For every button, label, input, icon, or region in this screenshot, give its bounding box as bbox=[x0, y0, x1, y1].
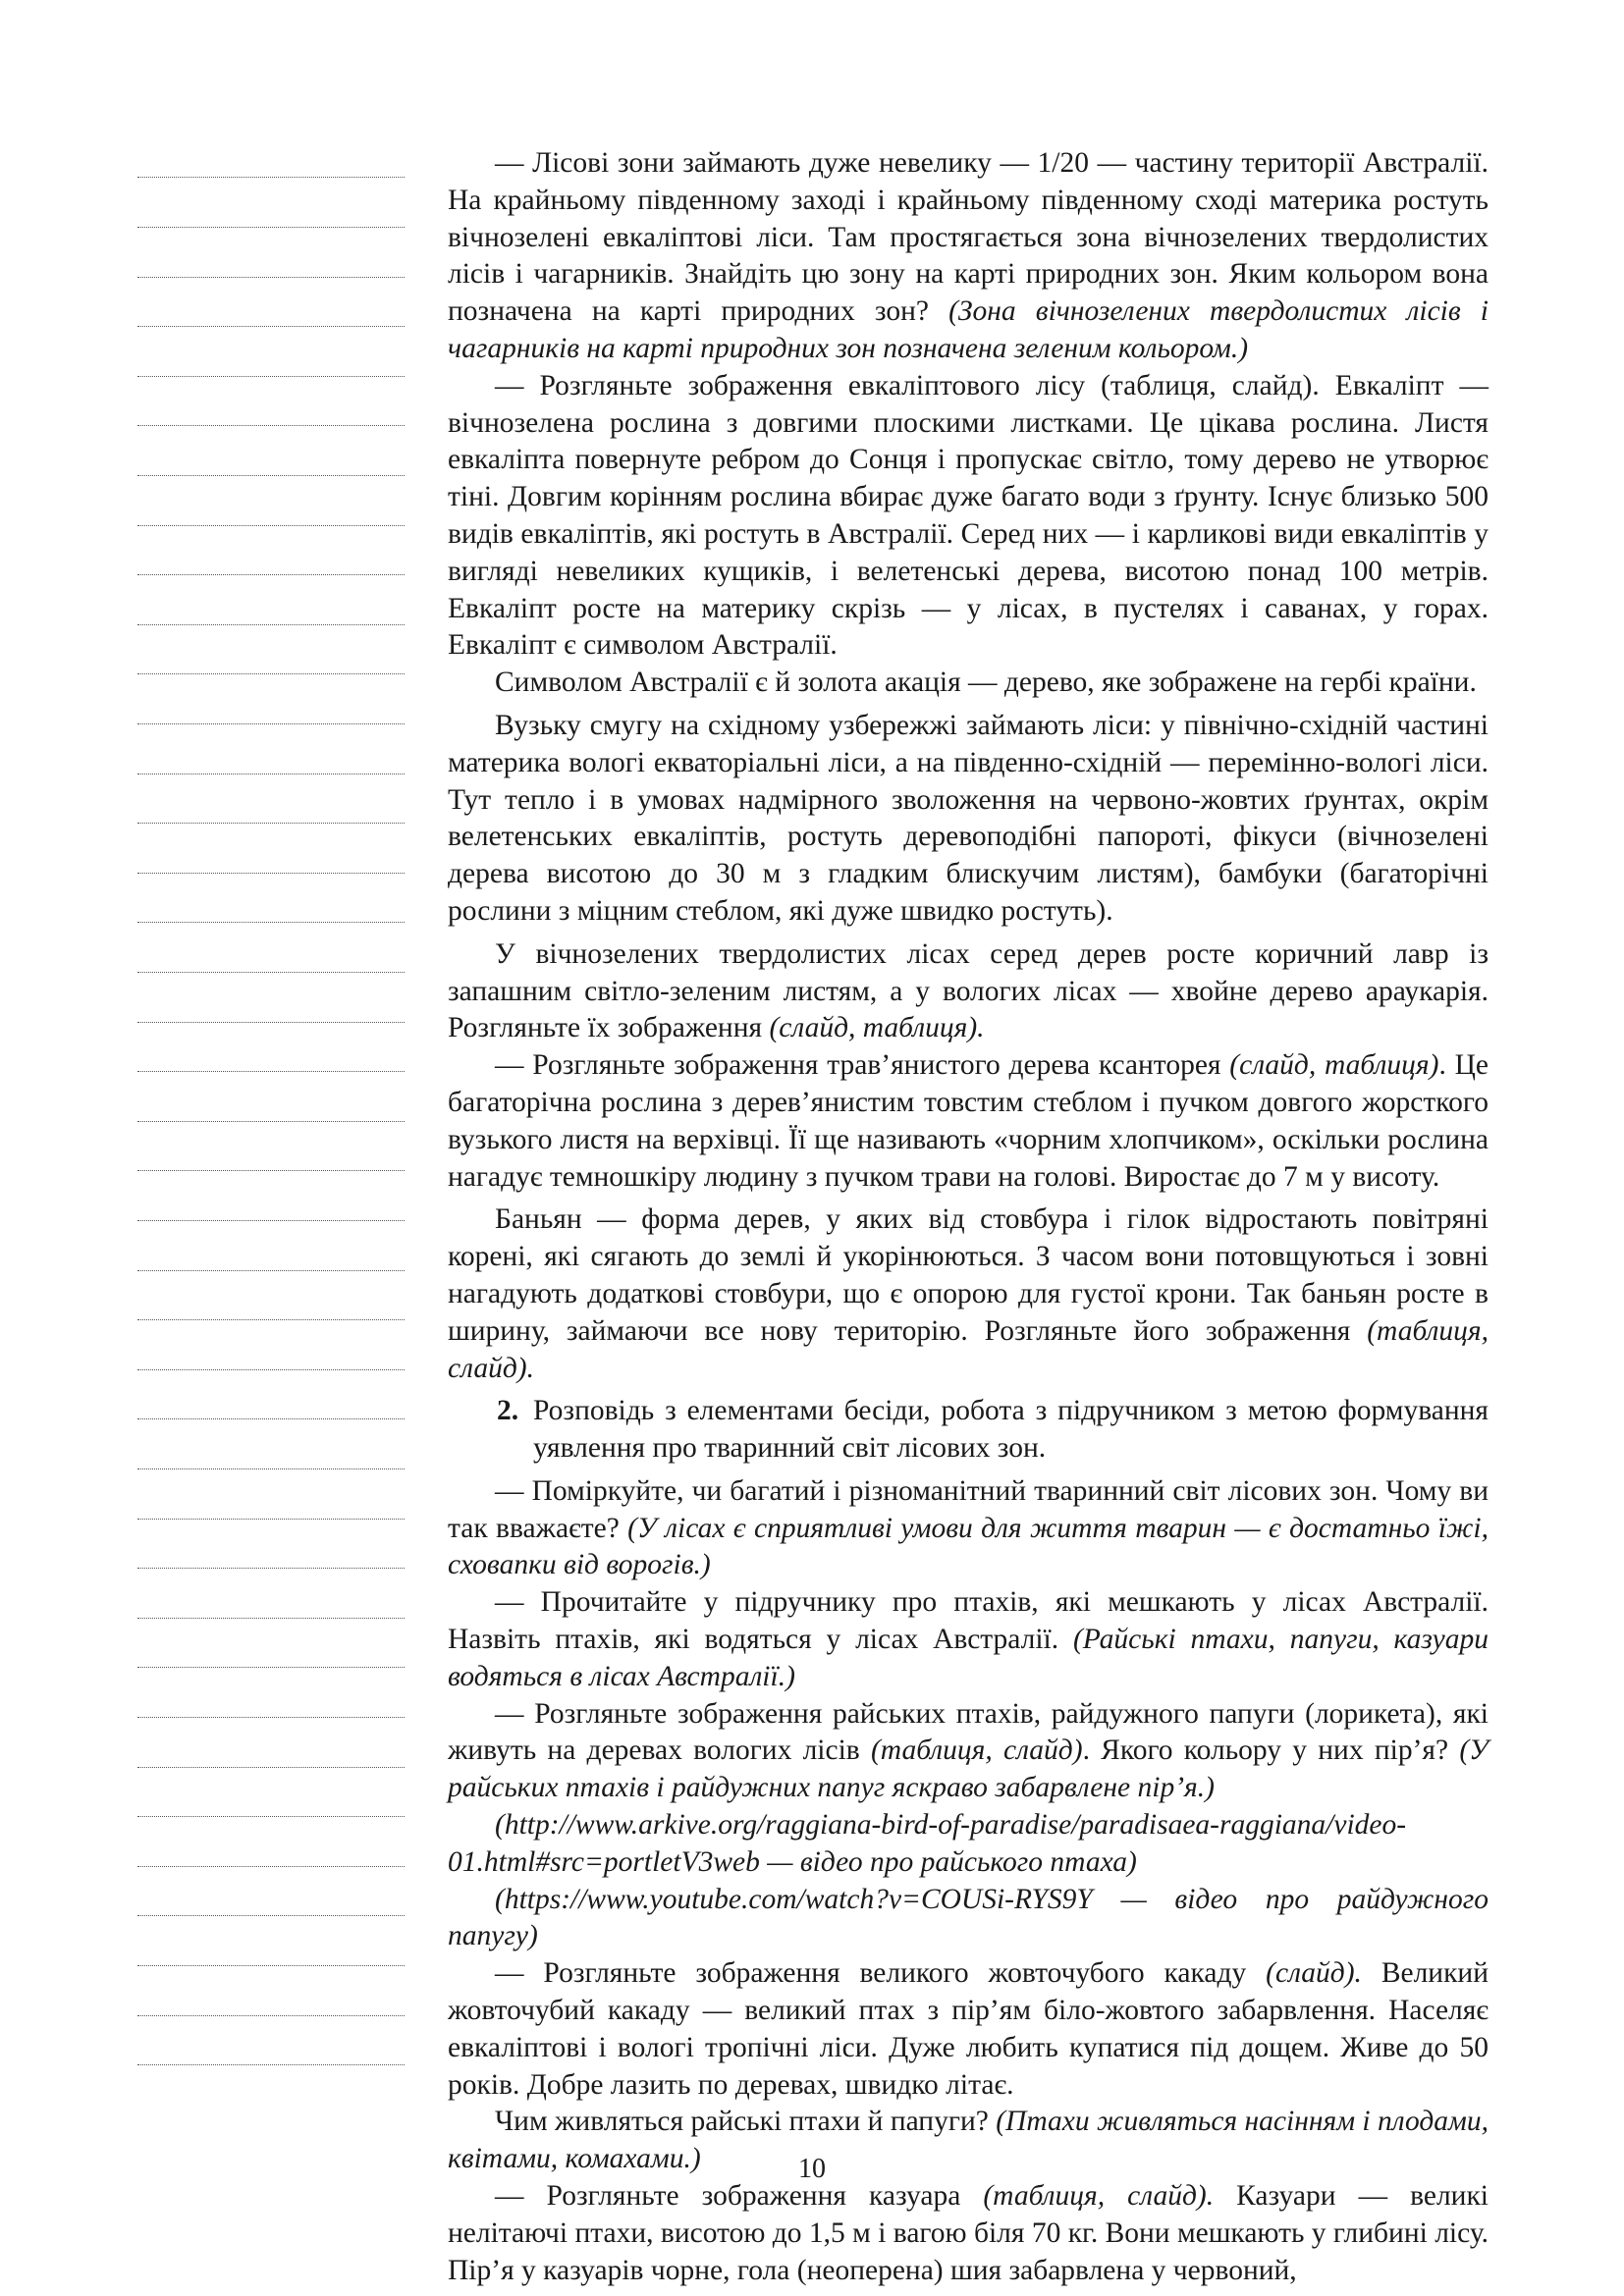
note-line bbox=[137, 1022, 405, 1023]
notes-margin bbox=[137, 0, 405, 2296]
video-link-rainbow-lorikeet[interactable] bbox=[448, 1882, 1489, 1956]
note-line bbox=[137, 1071, 405, 1072]
note-line bbox=[137, 277, 405, 278]
note-line bbox=[137, 1866, 405, 1867]
numbered-item-2 bbox=[448, 1393, 1489, 1468]
note-line bbox=[137, 1915, 405, 1916]
answer-text: (Райські птахи, папуги, казуари водяться в лісах Австралії.) bbox=[448, 1624, 1489, 1692]
note-line bbox=[137, 1270, 405, 1271]
link-text[interactable]: (https://www.youtube.com/watch?v=COUSi-RYS9Y — відео про райдужного папугу) bbox=[448, 1883, 1489, 1952]
note-line bbox=[137, 1767, 405, 1768]
note-line bbox=[137, 1667, 405, 1668]
note-line bbox=[137, 1717, 405, 1718]
note-line bbox=[137, 624, 405, 625]
paragraph-laurel-araucaria bbox=[448, 936, 1489, 1047]
note-line bbox=[137, 823, 405, 824]
note-line bbox=[137, 1618, 405, 1619]
answer-text: (Зона вічнозелених твердолистих лісів і чагарників на карті природних зон позначена зеленим кольором.) bbox=[448, 295, 1489, 364]
note-line bbox=[137, 2015, 405, 2016]
text-run: Символом Австралії є й золота акація — дерево, яке зображене на гербі країни. bbox=[495, 667, 1477, 699]
note-line bbox=[137, 1965, 405, 1966]
text-run: Баньян — форма дерев, у яких від стовбура і гілок відростають повітряні корені, які сягають до землі й укорінюються. З часом вони потовщуються і зовні нагадують додаткові стовбури, що є опорою для густої крони. Так баньян росте в ширину, займаючи все нову територію. Розгляньте його зображення bbox=[448, 1203, 1489, 1347]
paragraph-east-coast-forests bbox=[448, 708, 1489, 931]
text-run: . Це багаторічна рослина з дерев’янистим товстим стеблом і пучком довгого жорсткого вузького листя на верхівці. Її ще називають «чорним хлопчиком», оскільки рослина нагадує темношкіру людину з пучком трави на голові. Виростає до 7 м у висоту. bbox=[448, 1049, 1489, 1193]
item-number: 2. bbox=[497, 1395, 519, 1427]
note-line bbox=[137, 425, 405, 426]
note-line bbox=[137, 1121, 405, 1122]
text-run: — Розгляньте зображення казуара bbox=[495, 2180, 984, 2213]
note-line bbox=[137, 922, 405, 923]
answer-text: (У лісах є сприятливі умови для життя тварин — є достатньо їжі, сховanки від ворогів.) bbox=[448, 1512, 1489, 1581]
text-run: — Прочитайте у підручнику про птахів, які мешкають у лісах Австралії. Назвіть птахів, які водяться у лісах Австралії. bbox=[448, 1586, 1489, 1656]
note-line bbox=[137, 177, 405, 178]
page-number: 10 bbox=[798, 2154, 826, 2184]
note-line bbox=[137, 1418, 405, 1419]
text-run: Розповідь з елементами бесіди, робота з підручником з метою формування уявлення про тваринний світ лісових зон. bbox=[533, 1395, 1489, 1465]
note-line bbox=[137, 972, 405, 973]
paragraph-animal-world bbox=[448, 1473, 1489, 1584]
paragraph-cockatoo bbox=[448, 1955, 1489, 2104]
text-run: У вічнозелених твердолистих лісах серед дерев росте коричний лавр із запашним світло-зеленим листям, а у вологих лісах — хвойне дерево араукарія. Розгляньте їх зображення bbox=[448, 937, 1489, 1044]
reference-note: (таблиця, слайд). bbox=[448, 1314, 1489, 1384]
note-line bbox=[137, 2064, 405, 2065]
body-text bbox=[448, 145, 1489, 2289]
paragraph-eucalyptus bbox=[448, 368, 1489, 665]
text-run: — Розгляньте зображення евкаліптового лісу (таблиця, слайд). Евкаліпт — вічнозелена рослина з довгими плоскими листками. Це цікава рослина. Листя евкаліпта повернуте ребром до Сонця і пропускає світло, тому дерево не утворює тіні. Довгим корінням рослина вбирає дуже багато води з ґрунту. Існує близько 500 видів евкаліптів, які ростуть в Австралії. Серед них — і карликові види евкаліптів у вигляді невеликих кущиків, і велетенські дерева, висотою понад 100 метрів. Евкаліпт росте на материку скрізь — у лісах, в пустелях і саванах, у горах. Евкаліпт є символом Австралії. bbox=[448, 369, 1489, 662]
text-run: — Розгляньте зображення райських птахів, райдужного папуги (лорикета), які живуть на деревах вологих лісів bbox=[448, 1697, 1489, 1767]
note-line bbox=[137, 673, 405, 674]
text-run: Великий жовточубий какаду — великий птах з пір’ям біло-жовтого забарвлення. Населяє евкаліптові і вологі тропічні ліси. Дуже любить купатися під дощем. Живе до 50 років. Добре лазить по деревах, швидко літає. bbox=[448, 1957, 1489, 2101]
text-run: — Розгляньте зображення великого жовточубого какаду bbox=[495, 1957, 1267, 1990]
video-link-paradise-bird[interactable] bbox=[448, 1807, 1489, 1882]
answer-text: (Птахи живляться насінням і плодами, квітами, комахами.) bbox=[448, 2106, 1489, 2175]
paragraph-forest-zones bbox=[448, 145, 1489, 368]
text-run: Вузьку смугу на східному узбережжі займають ліси: у північно-східній частині материка вологі екваторіальні ліси, а на південно-східній — перемінно-вологі ліси. Тут тепло і в умовах надмірного зволоження на червоно-жовтих ґрунтах, окрім велетенських евкаліптів, ростуть деревоподібні папороті, фікуси (вічнозелені дерева висотою до 30 м з гладким блискучим листям), бамбуки (багаторічні рослини з міцним стеблом, які дуже швидко ростуть). bbox=[448, 709, 1489, 927]
note-line bbox=[137, 1319, 405, 1320]
paragraph-cassowary bbox=[448, 2178, 1489, 2289]
reference-note: (слайд, таблиця) bbox=[1229, 1049, 1439, 1082]
note-line bbox=[137, 723, 405, 724]
paragraph-banyan bbox=[448, 1201, 1489, 1387]
reference-note: (слайд, таблиця). bbox=[769, 1012, 985, 1044]
note-line bbox=[137, 574, 405, 575]
note-line bbox=[137, 1220, 405, 1221]
reference-note: (таблиця, слайд) bbox=[870, 1735, 1083, 1767]
note-line bbox=[137, 1519, 405, 1520]
note-line bbox=[137, 326, 405, 327]
text-run: — Лісові зони займають дуже невелику — 1/20 — частину території Австралії. На крайньому південному заході і крайньому південному сході материка ростуть вічнозелені евкаліптові ліси. Там простягається зона вічнозелених твердолистих лісів і чагарників. Знайдіть цю зону на карті природних зон. Яким кольором вона позначена на карті природних зон? bbox=[448, 147, 1489, 328]
text-run: — Поміркуйте, чи багатий і різноманітний тваринний світ лісових зон. Чому ви так вважаєте? bbox=[448, 1474, 1489, 1544]
note-line bbox=[137, 1816, 405, 1817]
note-line bbox=[137, 525, 405, 526]
note-line bbox=[137, 1568, 405, 1569]
note-line bbox=[137, 1170, 405, 1171]
paragraph-birds-of-paradise bbox=[448, 1696, 1489, 1807]
note-line bbox=[137, 1369, 405, 1370]
note-line bbox=[137, 475, 405, 476]
text-run: . Якого кольору у них пір’я? bbox=[1082, 1735, 1460, 1767]
text-run: Казуари — великі нелітаючі птахи, висотою до 1,5 м і вагою біля 70 кг. Вони мешкають у глибині лісу. Пір’я у казуарів чорне, гола (неоперена) шия забарвлена у червоний, bbox=[448, 2180, 1489, 2286]
paragraph-forest-birds bbox=[448, 1584, 1489, 1695]
link-text[interactable]: (http://www.arkive.org/raggiana-bird-of-paradise/paradisaea-raggiana/video-01.html#src=portletV3web — відео про райського птаха) bbox=[448, 1809, 1407, 1878]
paragraph-xanthorrhoea bbox=[448, 1047, 1489, 1196]
note-line bbox=[137, 227, 405, 228]
text-run: Чим живляться райські птахи й папуги? bbox=[495, 2106, 997, 2138]
note-line bbox=[137, 376, 405, 377]
text-run: — Розгляньте зображення трав’янистого дерева ксанторея bbox=[495, 1049, 1230, 1082]
reference-note: (слайд). bbox=[1266, 1957, 1362, 1990]
note-line bbox=[137, 1468, 405, 1469]
answer-text: (У райських птахів і райдужних папуг яскраво забарвлене пір’я.) bbox=[448, 1735, 1489, 1804]
reference-note: (таблиця, слайд). bbox=[983, 2180, 1215, 2213]
paragraph-golden-acacia bbox=[448, 665, 1489, 702]
note-line bbox=[137, 873, 405, 874]
